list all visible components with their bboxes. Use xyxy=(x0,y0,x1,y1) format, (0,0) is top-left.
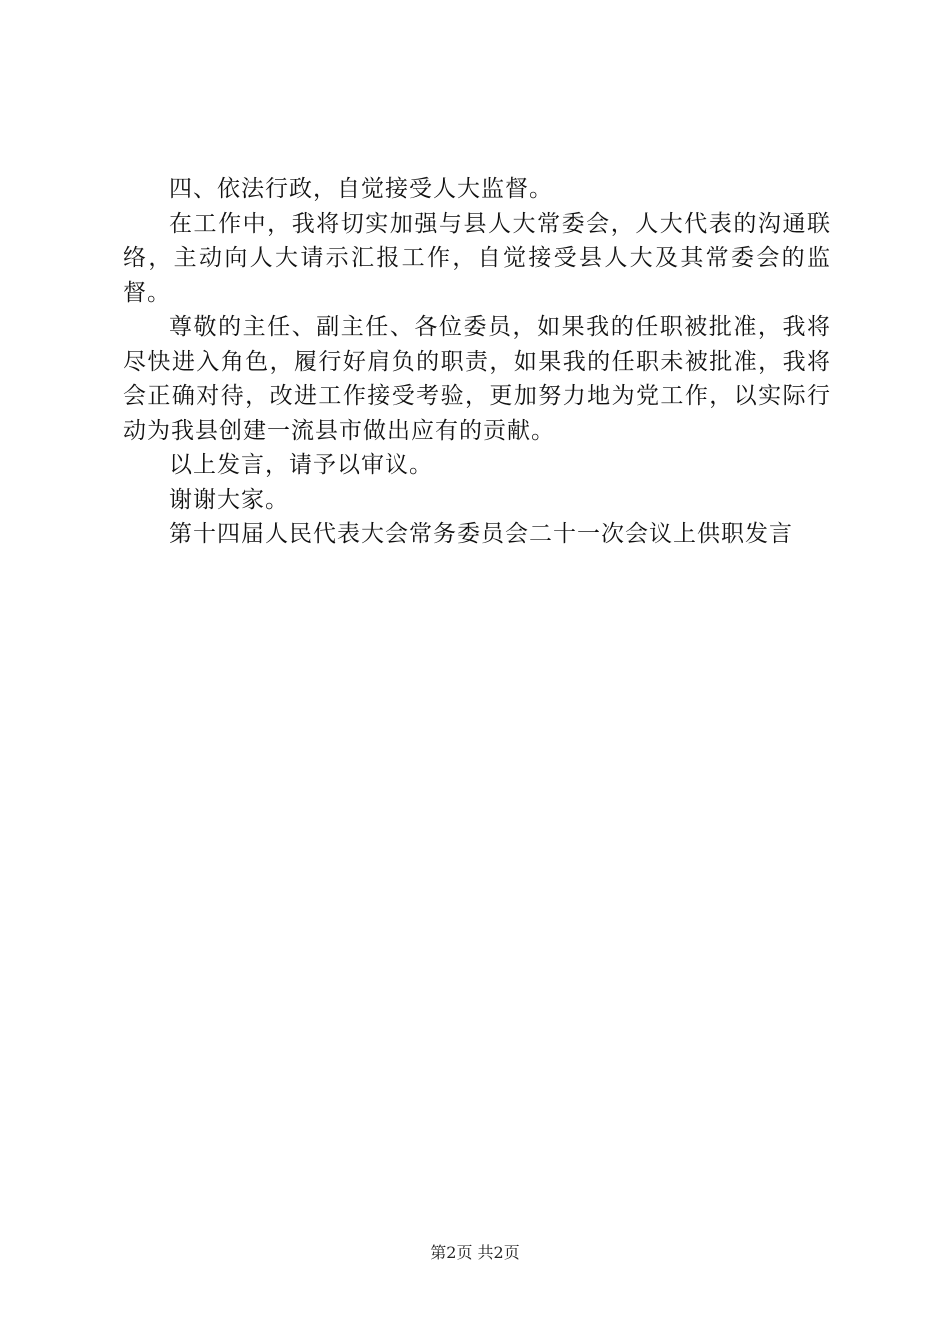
body-paragraph: 以上发言，请予以审议。 xyxy=(169,452,433,478)
page-number-footer: 第2页 共2页 xyxy=(430,1243,520,1262)
section-heading: 四、依法行政，自觉接受人大监督。 xyxy=(169,176,553,202)
document-body xyxy=(123,172,831,552)
body-paragraph: 尊敬的主任、副主任、各位委员，如果我的任职被批准，我将尽快进入角色，履行好肩负的职责，如果我的任职未被批准，我将会正确对待，改进工作接受考验，更加努力地为党工作，以实际行动为我县创建一流县市做出应有的贡献。 xyxy=(123,314,831,444)
closing-title-paragraph: 第十四届人民代表大会常务委员会二十一次会议上供职发言 xyxy=(169,521,793,547)
body-paragraph: 在工作中，我将切实加强与县人大常委会，人大代表的沟通联络，主动向人大请示汇报工作，自觉接受县人大及其常委会的监督。 xyxy=(123,210,831,306)
body-paragraph: 谢谢大家。 xyxy=(169,486,289,513)
